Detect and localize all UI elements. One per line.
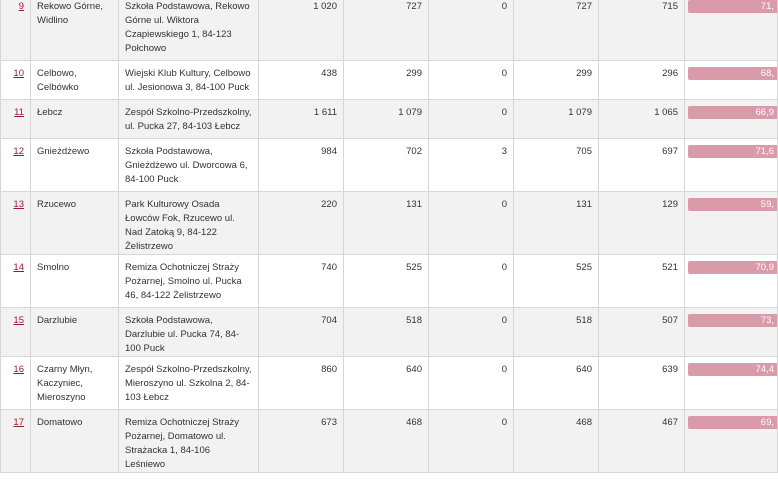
- value-cell-1: 740: [259, 255, 344, 308]
- address-cell: Wiejski Klub Kultury, Celbowo ul. Jesionowa 3, 84-100 Puck: [119, 61, 259, 100]
- table-row: [1, 308, 778, 357]
- value-cell-3: 0: [429, 192, 514, 255]
- address-cell: Remiza Ochotniczej Straży Pożarnej, Smolno ul. Pucka 46, 84-122 Żelistrzewo: [119, 255, 259, 308]
- value-cell-2: 468: [344, 410, 429, 473]
- row-number-link[interactable]: 16: [13, 364, 24, 375]
- value-cell-4: 705: [514, 139, 599, 192]
- locality-cell: Smolno: [31, 255, 119, 308]
- value-cell-4: 299: [514, 61, 599, 100]
- table-row: [1, 139, 778, 192]
- value-cell-5: 296: [599, 61, 685, 100]
- value-cell-5: 521: [599, 255, 685, 308]
- value-cell-3: 0: [429, 255, 514, 308]
- address-cell: Zespół Szkolno-Przedszkolny, Mieroszyno ul. Szkolna 2, 84-103 Łebcz: [119, 357, 259, 410]
- value-cell-1: 1 020: [259, 0, 344, 61]
- percent-cell: [685, 308, 778, 357]
- value-cell-5: 129: [599, 192, 685, 255]
- table-row: [1, 410, 778, 473]
- percent-bar: 70,9: [688, 261, 778, 274]
- value-cell-3: 0: [429, 357, 514, 410]
- percent-cell: [685, 255, 778, 308]
- percent-cell: [685, 0, 778, 61]
- row-number-link[interactable]: 10: [13, 68, 24, 79]
- value-cell-3: 0: [429, 308, 514, 357]
- value-cell-3: 0: [429, 100, 514, 139]
- value-cell-3: 0: [429, 0, 514, 61]
- table-row: [1, 0, 778, 61]
- row-number-cell: [1, 255, 31, 308]
- percent-bar: 71,: [688, 0, 778, 13]
- table-row: [1, 357, 778, 410]
- value-cell-5: 507: [599, 308, 685, 357]
- value-cell-1: 704: [259, 308, 344, 357]
- value-cell-4: 518: [514, 308, 599, 357]
- locality-cell: Łebcz: [31, 100, 119, 139]
- row-number-cell: [1, 308, 31, 357]
- value-cell-4: 640: [514, 357, 599, 410]
- percent-cell: [685, 100, 778, 139]
- row-number-link[interactable]: 12: [13, 146, 24, 157]
- value-cell-5: 639: [599, 357, 685, 410]
- value-cell-2: 1 079: [344, 100, 429, 139]
- value-cell-1: 984: [259, 139, 344, 192]
- value-cell-1: 220: [259, 192, 344, 255]
- percent-bar: 73,: [688, 314, 778, 327]
- address-cell: Park Kulturowy Osada Łowców Fok, Rzucewo ul. Nad Zatoką 9, 84-122 Żelistrzewo: [119, 192, 259, 255]
- value-cell-3: 0: [429, 61, 514, 100]
- address-cell: Remiza Ochotniczej Straży Pożarnej, Domatowo ul. Strażacka 1, 84-106 Leśniewo: [119, 410, 259, 473]
- row-number-link[interactable]: 17: [13, 417, 24, 428]
- percent-cell: [685, 139, 778, 192]
- locality-cell: Darzlubie: [31, 308, 119, 357]
- row-number-link[interactable]: 15: [13, 315, 24, 326]
- row-number-cell: [1, 139, 31, 192]
- percent-bar: 74,4: [688, 363, 778, 376]
- address-cell: Szkoła Podstawowa, Darzlubie ul. Pucka 74, 84-100 Puck: [119, 308, 259, 357]
- row-number-cell: [1, 0, 31, 61]
- row-number-link[interactable]: 9: [18, 1, 24, 12]
- row-number-link[interactable]: 14: [13, 262, 24, 273]
- table-row: [1, 192, 778, 255]
- locality-cell: Gnieżdżewo: [31, 139, 119, 192]
- value-cell-5: 697: [599, 139, 685, 192]
- value-cell-1: 860: [259, 357, 344, 410]
- address-cell: Zespół Szkolno-Przedszkolny, ul. Pucka 27, 84-103 Łebcz: [119, 100, 259, 139]
- table-row: [1, 255, 778, 308]
- percent-bar: 71,6: [688, 145, 778, 158]
- value-cell-1: 1 611: [259, 100, 344, 139]
- row-number-cell: [1, 192, 31, 255]
- percent-bar: 68,: [688, 67, 778, 80]
- address-cell: Szkoła Podstawowa, Gnieżdżewo ul. Dworcowa 6, 84-100 Puck: [119, 139, 259, 192]
- value-cell-1: 438: [259, 61, 344, 100]
- row-number-link[interactable]: 11: [14, 107, 24, 118]
- value-cell-3: 0: [429, 410, 514, 473]
- row-number-cell: [1, 357, 31, 410]
- value-cell-4: 525: [514, 255, 599, 308]
- value-cell-2: 131: [344, 192, 429, 255]
- row-number-link[interactable]: 13: [13, 199, 24, 210]
- value-cell-4: 131: [514, 192, 599, 255]
- address-cell: Szkoła Podstawowa, Rekowo Górne ul. Wiktora Czapiewskiego 1, 84-123 Połchowo: [119, 0, 259, 61]
- value-cell-5: 715: [599, 0, 685, 61]
- table-row: [1, 100, 778, 139]
- locality-cell: Czarny Młyn, Kaczyniec, Mieroszyno: [31, 357, 119, 410]
- locality-cell: Rzucewo: [31, 192, 119, 255]
- percent-cell: [685, 61, 778, 100]
- value-cell-2: 727: [344, 0, 429, 61]
- value-cell-2: 518: [344, 308, 429, 357]
- table-row: [1, 61, 778, 100]
- value-cell-2: 702: [344, 139, 429, 192]
- value-cell-4: 1 079: [514, 100, 599, 139]
- percent-cell: [685, 357, 778, 410]
- value-cell-1: 673: [259, 410, 344, 473]
- value-cell-3: 3: [429, 139, 514, 192]
- value-cell-2: 640: [344, 357, 429, 410]
- value-cell-2: 299: [344, 61, 429, 100]
- locality-cell: Domatowo: [31, 410, 119, 473]
- value-cell-5: 1 065: [599, 100, 685, 139]
- percent-bar: 59,: [688, 198, 778, 211]
- percent-cell: [685, 192, 778, 255]
- percent-cell: [685, 410, 778, 473]
- row-number-cell: [1, 100, 31, 139]
- value-cell-2: 525: [344, 255, 429, 308]
- results-table-body: [1, 0, 778, 473]
- percent-bar: 66,9: [688, 106, 778, 119]
- locality-cell: Celbowo, Celbówko: [31, 61, 119, 100]
- value-cell-4: 727: [514, 0, 599, 61]
- row-number-cell: [1, 410, 31, 473]
- value-cell-4: 468: [514, 410, 599, 473]
- percent-bar: 69,: [688, 416, 778, 429]
- value-cell-5: 467: [599, 410, 685, 473]
- row-number-cell: [1, 61, 31, 100]
- locality-cell: Rekowo Górne, Widlino: [31, 0, 119, 61]
